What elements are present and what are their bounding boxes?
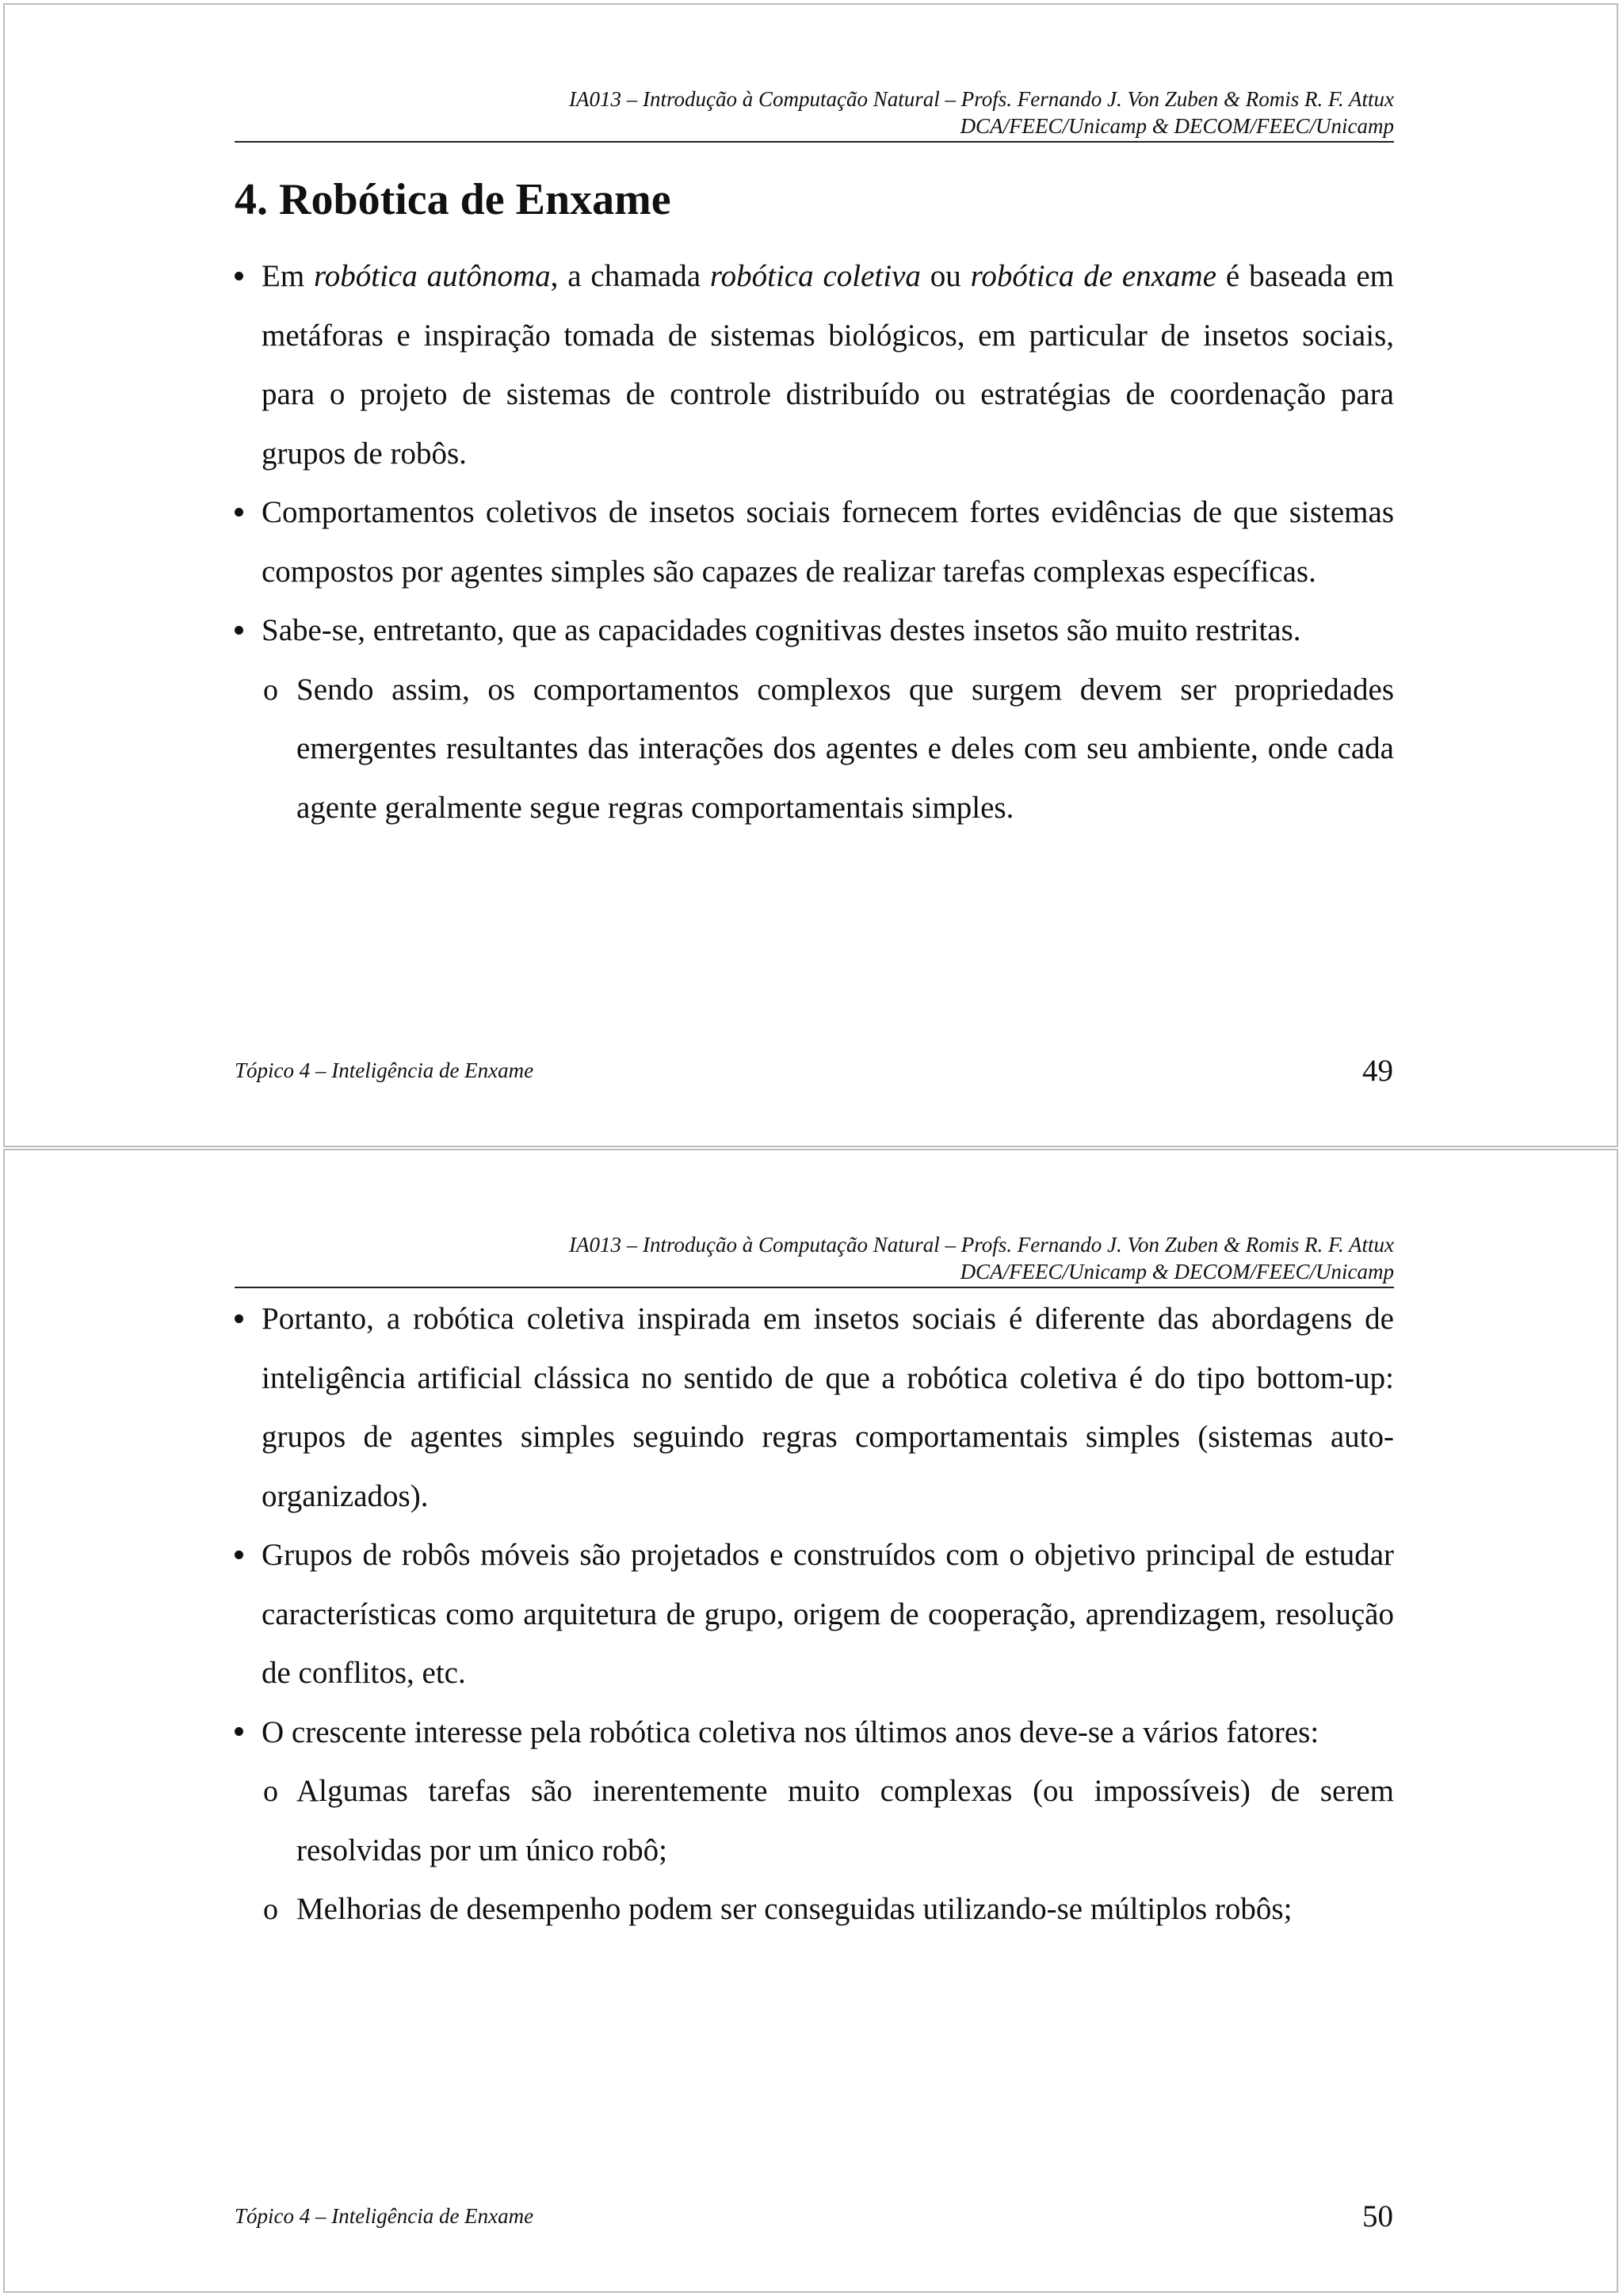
sub-bullet-marker: o (263, 1775, 278, 1808)
header-department-line: DCA/FEEC/Unicamp & DECOM/FEEC/Unicamp (960, 114, 1394, 138)
slide-footer-topic: Tópico 4 – Inteligência de Enxame (235, 1058, 534, 1082)
italic-term: robótica coletiva (709, 259, 921, 293)
text-run: Em (262, 259, 315, 293)
slide-title: 4. Robótica de Enxame (235, 175, 671, 224)
bullet-text (262, 259, 1394, 471)
slide-page-49 (3, 3, 1618, 1147)
bullet-icon (235, 247, 243, 307)
sub-bullet-marker: o (263, 673, 278, 707)
bullet-text: Sabe-se, entretanto, que as capacidades cognitivas destes insetos são muito restritas. (262, 613, 1301, 647)
sub-bullet-text: Algumas tarefas são inerentemente muito complexas (ou impossíveis) de serem resolvidas por um único robô; (296, 1774, 1394, 1867)
bullet-text: O crescente interesse pela robótica coletiva nos últimos anos deve-se a vários fatores: (262, 1714, 1319, 1749)
bullet-item (235, 601, 1394, 661)
header-course-line: IA013 – Introdução à Computação Natural – Profs. Fernando J. Von Zuben & Romis R. F. Attux (569, 1233, 1394, 1257)
slide-footer-topic: Tópico 4 – Inteligência de Enxame (235, 2204, 534, 2228)
bullet-item (235, 1703, 1394, 1763)
header-course-line: IA013 – Introdução à Computação Natural – Profs. Fernando J. Von Zuben & Romis R. F. Attux (569, 87, 1394, 111)
bullet-icon (235, 1703, 243, 1763)
slide-content (235, 1290, 1394, 1939)
bullet-item (235, 247, 1394, 483)
slide-header (235, 86, 1394, 143)
bullet-icon (235, 483, 243, 543)
page-number: 49 (1362, 1054, 1393, 1088)
header-department-line: DCA/FEEC/Unicamp & DECOM/FEEC/Unicamp (960, 1260, 1394, 1283)
sub-bullet-marker: o (263, 1893, 278, 1926)
text-run: é baseada em metáforas e inspiração tomada de sistemas biológicos, em particular de insetos sociais, para o projeto de sistemas de controle distribuído ou estratégias de coordenação para grupos de robôs. (262, 259, 1394, 471)
bullet-text: Comportamentos coletivos de insetos sociais fornecem fortes evidências de que sistemas compostos por agentes simples são capazes de realizar tarefas complexas específicas. (262, 495, 1394, 589)
bullet-item (235, 1290, 1394, 1526)
bullet-text: Grupos de robôs móveis são projetados e construídos com o objetivo principal de estudar características como arquitetura de grupo, origem de cooperação, aprendizagem, resolução de conflitos, etc. (262, 1538, 1394, 1690)
bullet-icon (235, 1290, 243, 1349)
sub-bullet-text: Sendo assim, os comportamentos complexos que surgem devem ser propriedades emergentes resultantes das interações dos agentes e deles com seu ambiente, onde cada agente geralmente segue regras comportamentais simples. (296, 672, 1394, 825)
bullet-item (235, 1526, 1394, 1703)
sub-bullet-item (235, 661, 1394, 838)
italic-term: robótica de enxame (970, 259, 1217, 293)
slide-page-50 (3, 1149, 1618, 2293)
page-number: 50 (1362, 2199, 1393, 2233)
bullet-text: Portanto, a robótica coletiva inspirada em insetos sociais é diferente das abordagens de inteligência artificial clássica no sentido de que a robótica coletiva é do tipo bottom-up: grupos de agentes simples seguindo regras comportamentais simples (sistemas auto-organizados). (262, 1302, 1394, 1513)
sub-bullet-text: Melhorias de desempenho podem ser conseguidas utilizando-se múltiplos robôs; (296, 1892, 1293, 1926)
slide-header (235, 1231, 1394, 1288)
bullet-icon (235, 1526, 243, 1585)
sub-bullet-item (235, 1762, 1394, 1880)
italic-term: robótica autônoma (314, 259, 551, 293)
bullet-icon (235, 601, 243, 661)
sub-bullet-item (235, 1880, 1394, 1939)
text-run: , a chamada (550, 259, 710, 293)
slide-content (235, 247, 1394, 837)
bullet-item (235, 483, 1394, 601)
text-run: ou (920, 259, 971, 293)
